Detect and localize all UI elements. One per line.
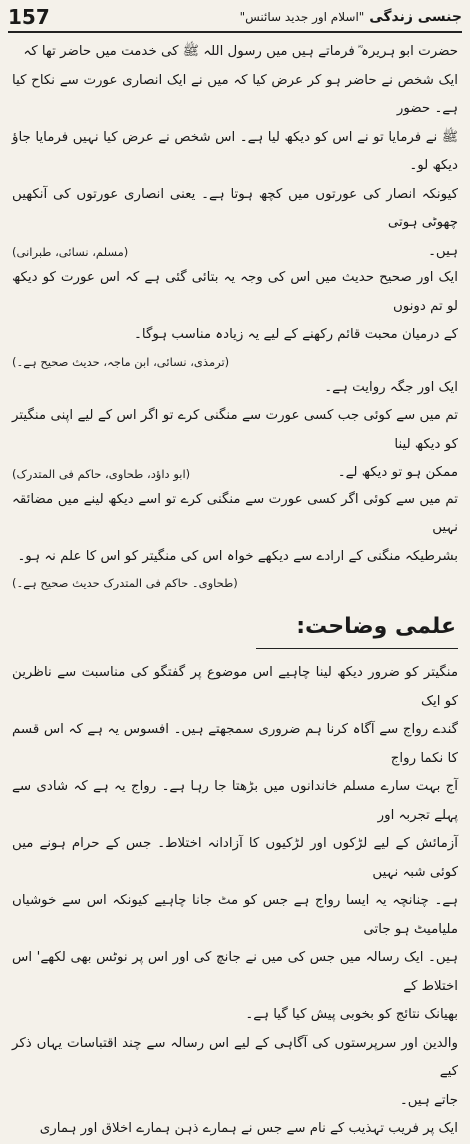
- text-line: تم میں سے کوئی اگر کسی عورت سے منگنی کرے تو اسے دیکھ لینے میں مضائقہ نہیں: [12, 491, 458, 535]
- text-line: ایک پر فریب تہذیب کے نام سے جس نے ہمارے ذہن ہمارے اخلاق اور ہماری: [39, 1121, 458, 1136]
- text-line: آج بہت سارے مسلم خاندانوں میں بڑھتا جا رہا ہے۔ رواج یہ ہے کہ شادی سے پہلے تجربہ اور: [12, 779, 458, 823]
- text-line: ہیں۔: [428, 243, 458, 259]
- running-head: [240, 9, 462, 25]
- text-line: جاتے ہیں۔: [399, 1092, 458, 1108]
- text-line: ایک شخص نے حاضر ہو کر عرض کیا کہ میں نے ایک انصاری عورت سے نکاح کیا ہے۔ حضور: [12, 72, 458, 116]
- section-heading: علمی وضاحت:: [256, 609, 458, 649]
- text-line: بشرطیکہ منگنی کے ارادے سے دیکھے خواہ اس کی منگیتر کو اس کا علم نہ ہو۔: [17, 548, 458, 564]
- heading-row: [12, 609, 458, 649]
- text-line: بھیانک نتائج کو بخوبی پیش کیا گیا ہے۔: [245, 1007, 458, 1022]
- text-line: گندے رواج سے آگاہ کرنا ہم ضروری سمجھتے ہیں۔ افسوس یہ ہے کہ اس قسم کا نکما رواج: [12, 722, 458, 766]
- text-line: والدین اور سرپرستوں کی آگاہی کے لیے اس رسالہ سے چند اقتباسات یہاں ذکر کیے: [12, 1035, 458, 1079]
- text-line: کے درمیان محبت قائم رکھنے کے لیے یہ زیادہ مناسب ہوگا۔: [134, 327, 458, 342]
- text-line: ہیں۔ ایک رسالہ میں جس کی میں نے جانچ کی اور اس پر نوٹس بھی لکھے' اس اختلاط کے: [12, 950, 458, 994]
- text-line: آزمائش کے لیے لڑکوں اور لڑکیوں کا آزادانہ اختلاط۔ جس کے حرام ہونے میں کوئی شبہ نہیں: [12, 836, 458, 880]
- header-rule: [8, 31, 462, 33]
- text-line: ممکن ہو تو دیکھ لے۔: [337, 465, 458, 480]
- citation: (طحاوی۔ حاکم فی المتدرک حدیث صحیح ہے۔): [12, 576, 238, 590]
- book-title: جنسی زندگی: [369, 9, 462, 25]
- text-line: ﷺ نے فرمایا تو نے اس کو دیکھ لیا ہے۔ اس شخص نے عرض کیا نہیں فرمایا جاؤ دیکھ لو۔: [12, 129, 458, 173]
- citation: (ترمذی، نسائی، ابن ماجہ، حدیث صحیح ہے۔): [12, 354, 230, 369]
- page-body: [12, 38, 458, 1144]
- text-line: ہے۔ چنانچہ یہ ایسا رواج ہے جس کو مٹ جانا چاہیے کیونکہ اس سے خوشیاں ملیامیٹ ہو جاتی: [12, 893, 458, 937]
- page-header: [8, 4, 462, 30]
- citation: (مسلم، نسائی، طبرانی): [12, 245, 129, 259]
- text-line: ایک اور صحیح حدیث میں اس کی وجہ یہ بتائی گئی ہے کہ اس عورت کو دیکھ لو تم دونوں: [12, 270, 458, 314]
- text-line: منگیتر کو ضرور دیکھ لینا چاہیے اس موضوع پر گفتگو کی مناسبت سے ناظرین کو ایک: [12, 665, 458, 709]
- text-line: ایک اور جگہ روایت ہے۔: [324, 379, 458, 395]
- text-line: تم میں سے کوئی جب کسی عورت سے منگنی کرے تو اگر اس کے لیے اپنی منگیتر کو دیکھ لینا: [12, 408, 458, 452]
- text-line: کیونکہ انصار کی عورتوں میں کچھ ہوتا ہے۔ یعنی انصاری عورتوں کی آنکھیں چھوٹی ہوتی: [12, 186, 458, 230]
- book-subtitle: "اسلام اور جدید سائنس": [239, 10, 365, 24]
- citation: (ابو داؤد، طحاوی، حاکم فی المتدرک): [12, 466, 191, 481]
- text-line: حضرت ابو ہریرہ ؓ فرماتے ہیں میں رسول اللہ ﷺ کی خدمت میں حاضر تھا کہ: [23, 44, 458, 59]
- page-number: 157: [8, 5, 50, 29]
